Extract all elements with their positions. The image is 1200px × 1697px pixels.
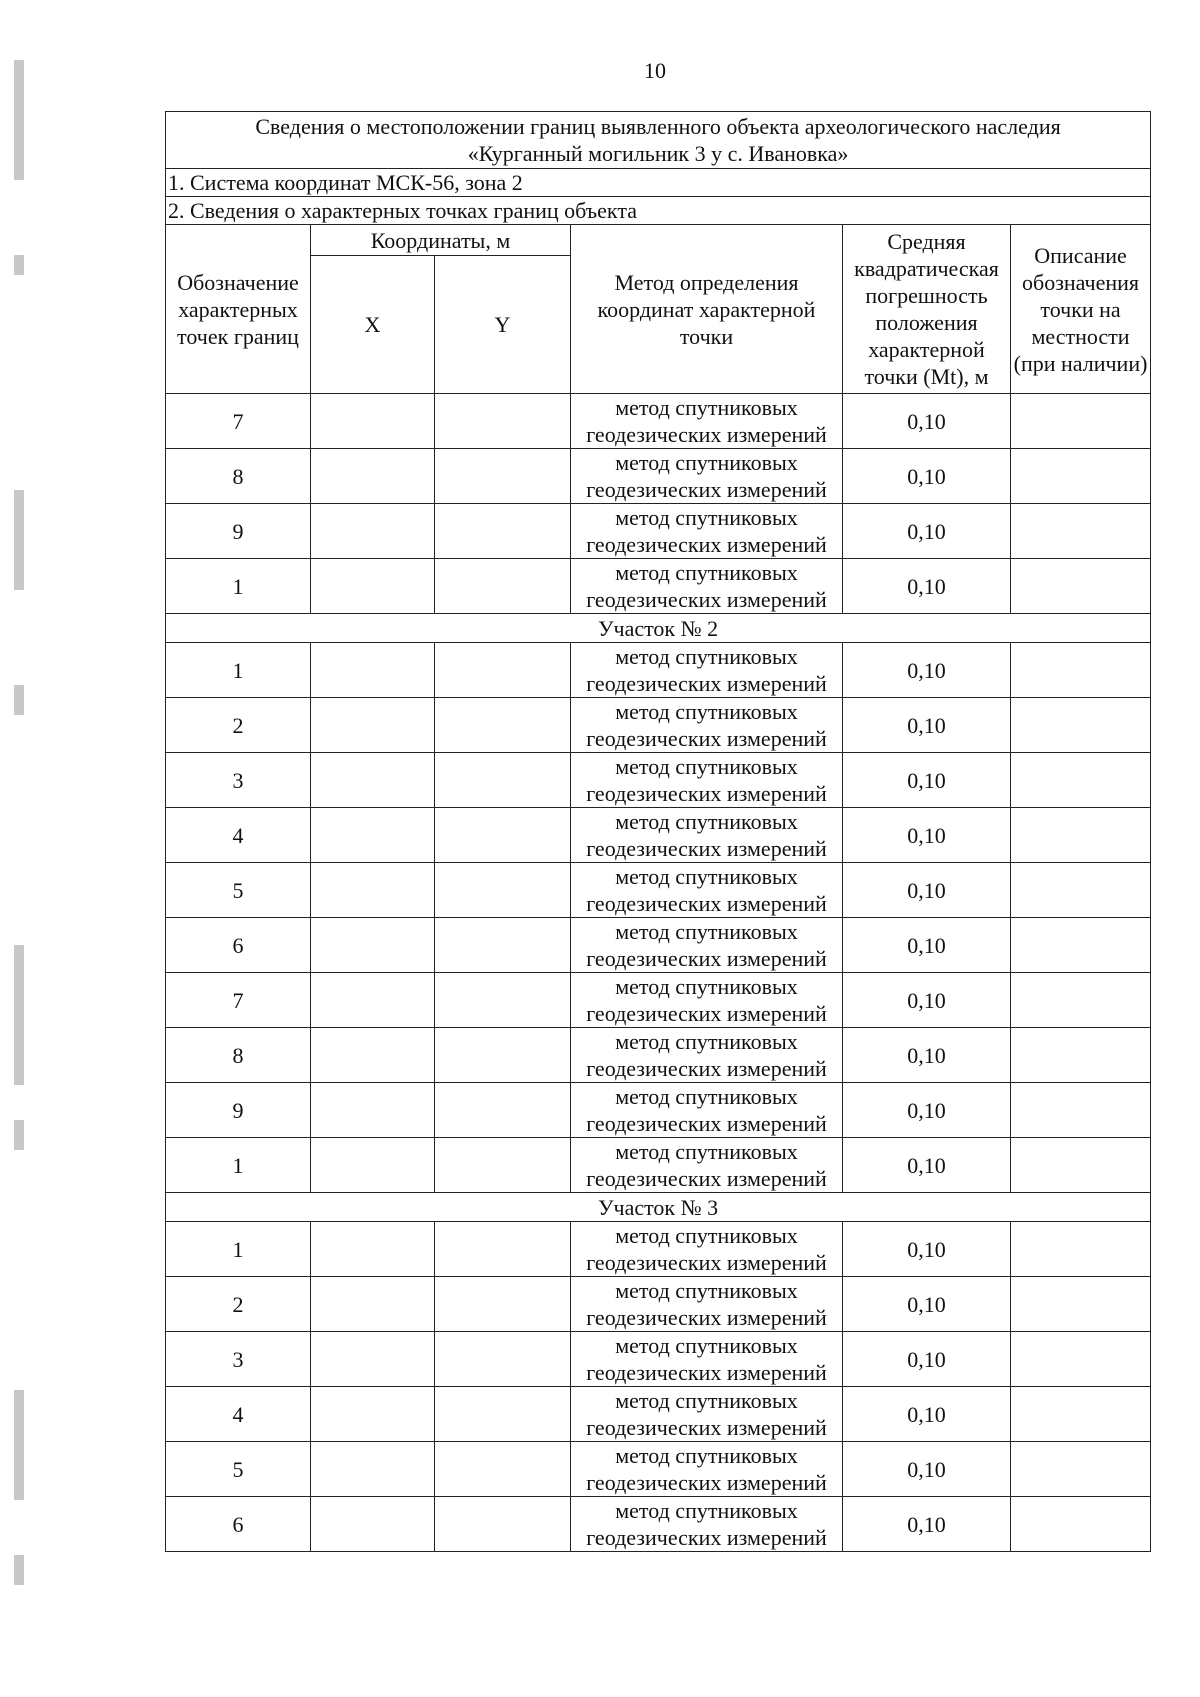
- table-row: [166, 449, 1151, 504]
- method-line-1: метод спутниковых: [615, 505, 798, 530]
- point-description: [1011, 698, 1151, 753]
- error-value: 0,10: [843, 918, 1011, 973]
- coord-y: [435, 808, 571, 863]
- method-cell: [571, 1222, 843, 1277]
- coord-x: [311, 1028, 435, 1083]
- method-line-2: геодезических измерений: [586, 1250, 827, 1275]
- method-line-1: метод спутниковых: [615, 1084, 798, 1109]
- coord-y: [435, 1277, 571, 1332]
- error-value: 0,10: [843, 698, 1011, 753]
- method-cell: [571, 1497, 843, 1552]
- table-row: [166, 559, 1151, 614]
- table-title: [166, 112, 1151, 169]
- coord-x: [311, 559, 435, 614]
- error-value: 0,10: [843, 449, 1011, 504]
- coord-x: [311, 1138, 435, 1193]
- point-description: [1011, 1138, 1151, 1193]
- method-line-1: метод спутниковых: [615, 1333, 798, 1358]
- table-row: [166, 1083, 1151, 1138]
- error-value: 0,10: [843, 973, 1011, 1028]
- coord-y: [435, 1222, 571, 1277]
- coord-y: [435, 918, 571, 973]
- table-row: [166, 808, 1151, 863]
- method-line-1: метод спутниковых: [615, 1139, 798, 1164]
- method-cell: [571, 394, 843, 449]
- coord-y: [435, 863, 571, 918]
- coord-x: [311, 973, 435, 1028]
- error-value: 0,10: [843, 1332, 1011, 1387]
- method-line-2: геодезических измерений: [586, 726, 827, 751]
- coord-x: [311, 1497, 435, 1552]
- point-description: [1011, 1387, 1151, 1442]
- coord-y: [435, 973, 571, 1028]
- coord-y: [435, 1332, 571, 1387]
- method-cell: [571, 643, 843, 698]
- coord-x: [311, 1277, 435, 1332]
- point-description: [1011, 1083, 1151, 1138]
- point-number: 6: [166, 1497, 311, 1552]
- point-number: 4: [166, 808, 311, 863]
- coord-x: [311, 1083, 435, 1138]
- coord-y: [435, 1083, 571, 1138]
- coord-x: [311, 394, 435, 449]
- method-line-2: геодезических измерений: [586, 1001, 827, 1026]
- point-number: 4: [166, 1387, 311, 1442]
- method-line-2: геодезических измерений: [586, 1111, 827, 1136]
- method-line-2: геодезических измерений: [586, 1360, 827, 1385]
- coord-x: [311, 863, 435, 918]
- method-cell: [571, 504, 843, 559]
- header-point: Обозначение характерных точек границ: [166, 225, 311, 394]
- table-row: [166, 1442, 1151, 1497]
- section-row: [166, 614, 1151, 643]
- error-value: 0,10: [843, 1387, 1011, 1442]
- error-value: 0,10: [843, 394, 1011, 449]
- method-cell: [571, 1442, 843, 1497]
- coord-x: [311, 1387, 435, 1442]
- point-number: 9: [166, 1083, 311, 1138]
- method-line-2: геодезических измерений: [586, 836, 827, 861]
- method-line-1: метод спутниковых: [615, 699, 798, 724]
- method-line-2: геодезических измерений: [586, 422, 827, 447]
- method-line-2: геодезических измерений: [586, 1056, 827, 1081]
- method-line-1: метод спутниковых: [615, 450, 798, 475]
- coord-y: [435, 1497, 571, 1552]
- coord-x: [311, 918, 435, 973]
- method-line-1: метод спутниковых: [615, 1498, 798, 1523]
- method-line-1: метод спутниковых: [615, 1278, 798, 1303]
- method-line-1: метод спутниковых: [615, 1443, 798, 1468]
- point-number: 8: [166, 1028, 311, 1083]
- table-row: [166, 504, 1151, 559]
- point-number: 6: [166, 918, 311, 973]
- coord-y: [435, 1442, 571, 1497]
- method-cell: [571, 973, 843, 1028]
- table-title-line-1: Сведения о местоположении границ выявленного объекта археологического наследия: [255, 114, 1061, 139]
- point-number: 3: [166, 753, 311, 808]
- method-line-2: геодезических измерений: [586, 891, 827, 916]
- method-cell: [571, 918, 843, 973]
- error-value: 0,10: [843, 643, 1011, 698]
- table-row: [166, 918, 1151, 973]
- method-cell: [571, 559, 843, 614]
- error-value: 0,10: [843, 1138, 1011, 1193]
- coord-x: [311, 504, 435, 559]
- error-value: 0,10: [843, 559, 1011, 614]
- coord-x: [311, 698, 435, 753]
- error-value: 0,10: [843, 1497, 1011, 1552]
- point-description: [1011, 1222, 1151, 1277]
- point-description: [1011, 1442, 1151, 1497]
- coord-x: [311, 449, 435, 504]
- table-row: [166, 643, 1151, 698]
- coord-y: [435, 559, 571, 614]
- method-line-2: геодезических измерений: [586, 1470, 827, 1495]
- point-description: [1011, 449, 1151, 504]
- method-line-1: метод спутниковых: [615, 395, 798, 420]
- method-line-1: метод спутниковых: [615, 1388, 798, 1413]
- method-cell: [571, 698, 843, 753]
- error-value: 0,10: [843, 808, 1011, 863]
- coord-y: [435, 753, 571, 808]
- coord-x: [311, 1442, 435, 1497]
- table-row: [166, 973, 1151, 1028]
- coord-x: [311, 643, 435, 698]
- coord-y: [435, 1028, 571, 1083]
- method-line-2: геодезических измерений: [586, 1525, 827, 1550]
- error-value: 0,10: [843, 1277, 1011, 1332]
- point-description: [1011, 643, 1151, 698]
- table-row: [166, 1138, 1151, 1193]
- error-value: 0,10: [843, 504, 1011, 559]
- method-cell: [571, 1138, 843, 1193]
- method-cell: [571, 1028, 843, 1083]
- table-row: [166, 753, 1151, 808]
- method-line-1: метод спутниковых: [615, 864, 798, 889]
- table-row: [166, 1028, 1151, 1083]
- point-number: 2: [166, 1277, 311, 1332]
- section-label: Участок № 3: [166, 1193, 1151, 1222]
- method-line-2: геодезических измерений: [586, 1166, 827, 1191]
- method-line-1: метод спутниковых: [615, 560, 798, 585]
- method-line-2: геодезических измерений: [586, 781, 827, 806]
- method-cell: [571, 863, 843, 918]
- coord-y: [435, 698, 571, 753]
- point-number: 5: [166, 863, 311, 918]
- point-number: 7: [166, 973, 311, 1028]
- point-number: 3: [166, 1332, 311, 1387]
- point-number: 1: [166, 1222, 311, 1277]
- point-description: [1011, 1277, 1151, 1332]
- method-line-2: геодезических измерений: [586, 587, 827, 612]
- method-line-1: метод спутниковых: [615, 919, 798, 944]
- method-cell: [571, 1387, 843, 1442]
- method-line-2: геодезических измерений: [586, 946, 827, 971]
- point-description: [1011, 808, 1151, 863]
- method-line-2: геодезических измерений: [586, 1415, 827, 1440]
- point-number: 7: [166, 394, 311, 449]
- boundary-points-table: [165, 111, 1151, 1552]
- point-description: [1011, 1497, 1151, 1552]
- method-line-2: геодезических измерений: [586, 532, 827, 557]
- method-cell: [571, 1083, 843, 1138]
- method-line-1: метод спутниковых: [615, 974, 798, 999]
- method-line-1: метод спутниковых: [615, 1223, 798, 1248]
- page-number: 10: [644, 58, 666, 83]
- header-y: Y: [435, 256, 571, 394]
- point-number: 2: [166, 698, 311, 753]
- header-error: Средняя квадратическая погрешность положения характерной точки (Mt), м: [843, 225, 1011, 394]
- point-description: [1011, 504, 1151, 559]
- coord-y: [435, 1138, 571, 1193]
- point-description: [1011, 1028, 1151, 1083]
- error-value: 0,10: [843, 1222, 1011, 1277]
- coord-x: [311, 753, 435, 808]
- error-value: 0,10: [843, 753, 1011, 808]
- error-value: 0,10: [843, 1028, 1011, 1083]
- method-cell: [571, 1277, 843, 1332]
- point-description: [1011, 973, 1151, 1028]
- coord-x: [311, 1332, 435, 1387]
- coord-y: [435, 1387, 571, 1442]
- coord-y: [435, 504, 571, 559]
- table-row: [166, 1387, 1151, 1442]
- section-row: [166, 1193, 1151, 1222]
- method-line-1: метод спутниковых: [615, 754, 798, 779]
- method-cell: [571, 808, 843, 863]
- table-row: [166, 1332, 1151, 1387]
- table-row: [166, 394, 1151, 449]
- error-value: 0,10: [843, 863, 1011, 918]
- method-line-1: метод спутниковых: [615, 644, 798, 669]
- point-number: 1: [166, 559, 311, 614]
- coord-y: [435, 643, 571, 698]
- method-cell: [571, 1332, 843, 1387]
- table-row: [166, 1222, 1151, 1277]
- error-value: 0,10: [843, 1083, 1011, 1138]
- point-number: 1: [166, 1138, 311, 1193]
- coord-y: [435, 449, 571, 504]
- header-x: X: [311, 256, 435, 394]
- method-cell: [571, 449, 843, 504]
- method-cell: [571, 753, 843, 808]
- point-number: 1: [166, 643, 311, 698]
- method-line-2: геодезических измерений: [586, 1305, 827, 1330]
- method-line-2: геодезических измерений: [586, 671, 827, 696]
- point-number: 9: [166, 504, 311, 559]
- table-row: [166, 1277, 1151, 1332]
- coord-x: [311, 808, 435, 863]
- point-description: [1011, 1332, 1151, 1387]
- coord-x: [311, 1222, 435, 1277]
- header-method: Метод определения координат характерной точки: [571, 225, 843, 394]
- point-description: [1011, 394, 1151, 449]
- point-description: [1011, 753, 1151, 808]
- method-line-2: геодезических измерений: [586, 477, 827, 502]
- point-number: 5: [166, 1442, 311, 1497]
- method-line-1: метод спутниковых: [615, 1029, 798, 1054]
- error-value: 0,10: [843, 1442, 1011, 1497]
- section-label: Участок № 2: [166, 614, 1151, 643]
- coordinate-system: 1. Система координат МСК-56, зона 2: [166, 169, 1151, 197]
- table-row: [166, 863, 1151, 918]
- header-coordinates: Координаты, м: [311, 225, 571, 256]
- points-section-heading: 2. Сведения о характерных точках границ объекта: [166, 197, 1151, 225]
- table-row: [166, 698, 1151, 753]
- coord-y: [435, 394, 571, 449]
- table-row: [166, 1497, 1151, 1552]
- point-description: [1011, 918, 1151, 973]
- point-description: [1011, 863, 1151, 918]
- header-description: Описание обозначения точки на местности (при наличии): [1011, 225, 1151, 394]
- method-line-1: метод спутниковых: [615, 809, 798, 834]
- table-title-line-2: «Курганный могильник 3 у с. Ивановка»: [467, 141, 849, 166]
- scan-edge-marks: [10, 40, 30, 1600]
- point-description: [1011, 559, 1151, 614]
- point-number: 8: [166, 449, 311, 504]
